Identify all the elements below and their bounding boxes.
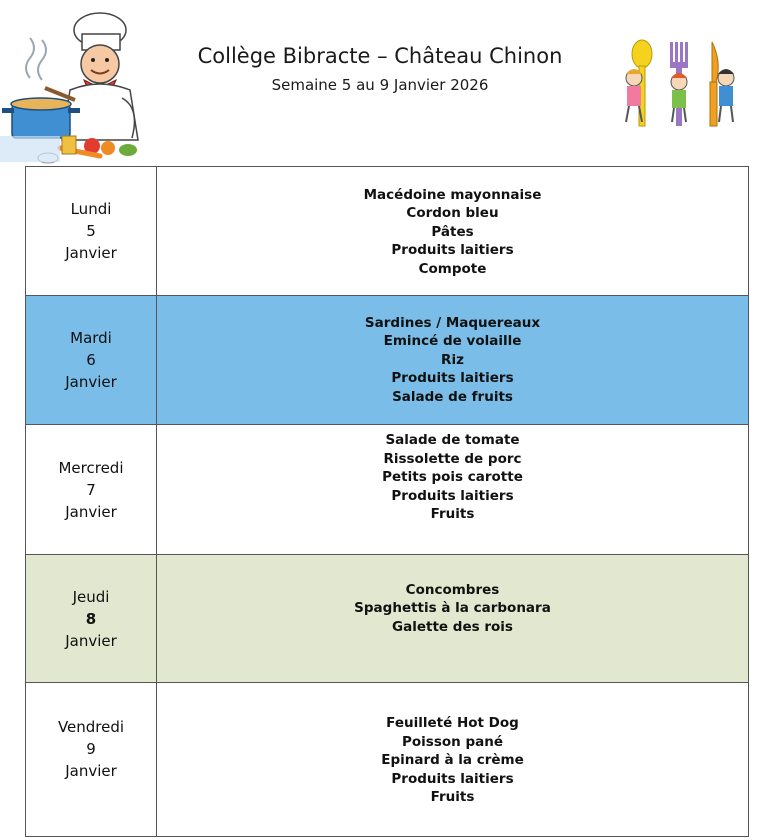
day-month: Janvier	[65, 631, 117, 650]
page-header	[0, 0, 761, 165]
dish-item: Produits laitiers	[391, 770, 514, 787]
dish-item: Compote	[418, 260, 487, 277]
day-cell	[26, 425, 157, 554]
menu-row-lundi	[26, 167, 748, 296]
day-month: Janvier	[65, 373, 117, 391]
dish-item: Sardines / Maquereaux	[364, 314, 541, 331]
dish-item: Cordon bleu	[406, 205, 499, 222]
dish-cell	[157, 167, 748, 295]
day-name: Mercredi	[58, 458, 124, 477]
day-name: Vendredi	[57, 718, 125, 736]
day-number: 5	[86, 222, 96, 240]
weekly-menu-table	[25, 166, 749, 837]
kids-cutlery-illustration-icon	[612, 38, 740, 130]
dish-item: Produits laitiers	[391, 487, 514, 504]
menu-row-vendredi	[26, 683, 748, 836]
day-name: Mardi	[70, 329, 112, 347]
dish-item: Petits pois carotte	[382, 469, 523, 486]
dish-item: Fruits	[430, 789, 475, 806]
dish-item: Salade de tomate	[385, 432, 520, 449]
dish-item: Galette des rois	[392, 618, 513, 635]
menu-row-mardi	[26, 296, 748, 425]
dish-item: Feuilleté Hot Dog	[386, 715, 519, 731]
day-number: 7	[86, 480, 96, 499]
dish-item: Epinard à la crème	[381, 752, 524, 769]
chef-cooking-illustration-icon	[0, 8, 150, 166]
day-cell	[26, 167, 157, 295]
dish-item: Salade de fruits	[392, 388, 513, 405]
dish-item: Riz	[441, 351, 464, 368]
day-month: Janvier	[65, 762, 117, 780]
dish-item: Produits laitiers	[391, 370, 514, 387]
dish-item: Macédoine mayonnaise	[363, 186, 542, 203]
day-month: Janvier	[65, 502, 117, 521]
page-subtitle: Semaine 5 au 9 Janvier 2026	[271, 76, 489, 94]
day-number: 6	[86, 351, 96, 369]
menu-row-mercredi	[26, 425, 748, 555]
dish-item: Poisson pané	[402, 733, 503, 750]
dish-item: Rissolette de porc	[383, 450, 522, 467]
day-name: Lundi	[70, 200, 112, 218]
day-cell	[26, 555, 157, 682]
day-month: Janvier	[65, 244, 117, 262]
dish-item: Pâtes	[431, 223, 474, 240]
dish-cell	[157, 425, 748, 554]
title-block	[180, 42, 580, 96]
day-name: Jeudi	[72, 587, 110, 606]
dish-cell	[157, 683, 748, 836]
dish-item: Fruits	[430, 506, 475, 523]
menu-row-jeudi	[26, 555, 748, 683]
dish-cell	[157, 555, 748, 682]
dish-item: Emincé de volaille	[383, 333, 522, 350]
day-cell	[26, 683, 157, 836]
day-number: 8	[85, 609, 97, 628]
dish-item: Produits laitiers	[391, 242, 514, 259]
dish-item: Spaghettis à la carbonara	[354, 600, 551, 617]
page-title: Collège Bibracte – Château Chinon	[197, 44, 563, 68]
day-cell	[26, 296, 157, 424]
dish-item: Concombres	[405, 581, 500, 598]
day-number: 9	[86, 740, 96, 758]
dish-cell	[157, 296, 748, 424]
